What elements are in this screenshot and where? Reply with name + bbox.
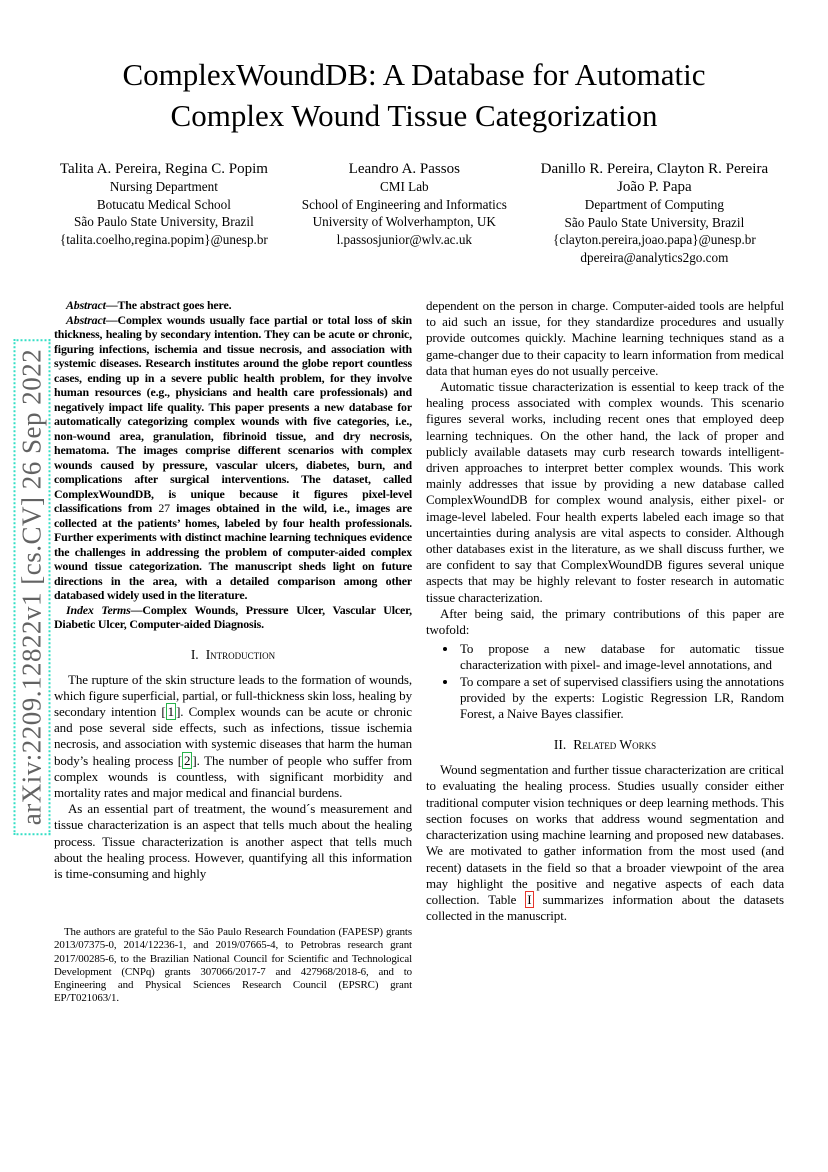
author-block-2 [302, 160, 507, 248]
section-heading-related-works: II. Related Works [553, 737, 657, 753]
author-names: João P. Papa [617, 179, 692, 195]
author-affiliation: São Paulo State University, Brazil [564, 214, 745, 230]
intro-paragraph-2-continued: dependent on the person in charge. Computer-aided tools are helpful to aid such an issue, for they standardize procedures and usually provide outcomes quickly. Machine learning techniques stand as a game-changer due to their capacity to learn information from medical data that human eyes do not usually perceive. [426, 298, 784, 378]
author-affiliation: Nursing Department [109, 179, 218, 194]
abstract-paragraph: Abstract—Complex wounds usually face partial or total loss of skin thickness, healing by secondary intention. They can be acute or chronic, figuring infections, ischemia and tissue necrosis, and association with systemic diseases. Research institutes around the globe report countless cases, ending up in a severe public health problem, for they involve human resources (e.g., physicians and health care professionals) and negatively impact life quality. This paper presents a new database for automatically categorizing complex wounds with five categories, i.e., non-wound area, granulation, fibrinoid tissue, and dry necrosis, hematoma. The images comprise different scenarios with complex wounds caused by pressure, vascular ulcers, diabetes, burn, and complications after surgical interventions. The dataset, called ComplexWoundDB, is unique because it figures pixel-level classifications from 27 images obtained in the wild, i.e., images are collected at the patients’ homes, labeled by four health professionals. Further experiments with distinct machine learning techniques evidence the challenges in addressing the problem of computer-aided complex wound tissue categorization. The manuscript sheds light on future directions in the area, with a detailed comparison among other databased widely used in the literature. [54, 312, 412, 602]
citation-link-2[interactable]: 2 [184, 752, 191, 768]
contributions-list [426, 641, 784, 722]
author-affiliation: CMI Lab [379, 179, 429, 194]
section-heading-introduction: I. Introduction [190, 646, 276, 662]
author-blocks [0, 160, 828, 266]
author-block-1 [60, 160, 268, 248]
author-affiliation: Department of Computing [584, 197, 724, 212]
table-1-reference-link[interactable]: I [527, 891, 532, 907]
author-names: Talita A. Pereira, Regina C. Popim [59, 161, 268, 177]
acknowledgment-footnote: The authors are grateful to the São Paulo Research Foundation (FAPESP) grants 2013/07375-0, 2014/12236-1, and 2019/07665-4, to Petrobras research grant 2017/00285-6, to the Brazilian National Council for Scientific and Technological Development (CNPq) grants 307066/2017-7 and 427968/2018-6, and to Engineering and Physical Sciences Research Council (EPSRC) grant EP/T021063/1. [54, 926, 412, 1005]
author-email: l.passosjunior@wlv.ac.uk [336, 231, 473, 247]
arxiv-watermark-link[interactable]: arXiv:2209.12822v1 [cs.CV] 26 Sep 2022 [14, 339, 51, 835]
author-affiliation: School of Engineering and Informatics [301, 196, 507, 212]
abstract-stub: Abstract—The abstract goes here. [66, 298, 232, 312]
intro-paragraph-2: As an essential part of treatment, the wound´s measurement and tissue characterization is an aspect that tells much about the healing process. Tissue characterization is another aspect that tells much about the healing process. However, quantifying all this information is time-consuming and highly [54, 801, 412, 881]
author-names: Danillo R. Pereira, Clayton R. Pereira [540, 161, 769, 177]
intro-paragraph-3: Automatic tissue characterization is essential to keep track of the healing process associated with complex wounds. This scenario figures several works, including recent ones that employed deep learning techniques. On the other hand, the lack of proper and publicly available datasets may curb research towards intelligent-driven approaches to interpret better complex wounds. This work mainly addresses that issue by providing a new database called ComplexWoundDB for complex wound analysis, either pixel- or image-level labeled. Four health experts labeled each image so that uncertainties during analysis are vital aspects to consider. Although other databases exist in the literature, as we shall discuss further, we are confident to say that ComplexWoundDB figures several unique aspects that may be highly relevant to foster research in automatic tissue characterization. [426, 379, 784, 605]
author-email: {clayton.pereira,joao.papa}@unesp.br [553, 232, 756, 247]
author-block-3 [541, 160, 768, 266]
author-affiliation: University of Wolverhampton, UK [312, 214, 496, 229]
contribution-item-1: • To propose a new database for automatic tissue characterization with pixel- and image-level annotations, and [458, 641, 784, 673]
index-terms: Index Terms—Complex Wounds, Pressure Ulcer, Vascular Ulcer, Diabetic Ulcer, Computer-aided Diagnosis. [54, 602, 413, 631]
author-email: {talita.coelho,regina.popim}@unesp.br [59, 231, 268, 247]
index-terms-label: Index Terms [66, 602, 131, 617]
paper-title [0, 54, 828, 136]
contribution-item-2: • To compare a set of supervised classifiers using the annotations provided by the experts: Logistic Regression LR, Random Forest, a Naive Bayes classifier. [458, 674, 784, 723]
paper-title-line2: Complex Wound Tissue Categorization [170, 98, 658, 133]
abstract-image-count: 27 [158, 501, 170, 515]
intro-paragraph-1: The rupture of the skin structure leads to the formation of wounds, which figure superficial, partial, or full-thickness skin loss, healing by secondary intention [ 1 ]. Complex wounds can be acute or chronic and pose several side effects, such as infections, tissue ischemia necrosis, and association with systemic diseases that harm the human body’s healing process [ 2 ]. The number of people who suffer from complex wounds is countless, with significant morbidity and mortality rates and major medical and financial burdens. [54, 671, 412, 800]
two-column-body [0, 298, 828, 1005]
right-column [426, 298, 784, 1005]
abstract-label: Abstract [66, 312, 106, 327]
author-email: dpereira@analytics2go.com [580, 249, 729, 265]
author-affiliation: São Paulo State University, Brazil [74, 214, 254, 229]
contributions-lead: After being said, the primary contributions of this paper are twofold: [426, 605, 784, 638]
related-works-paragraph-1: Wound segmentation and further tissue characterization are critical to evaluating the healing process. Studies usually consider either traditional computer vision techniques or deep learning methods. This section focuses on works that address wound segmentation and characterization using machine learning and proposed new databases. We are motivated to gather information from the most used (and recent) datasets in the field so that a broader viewpoint of the area may highlight the positive and negative aspects of each data collection. Table I summarizes information about the datasets collected in the manuscript. [426, 762, 784, 924]
left-column [54, 298, 412, 1005]
author-names: Leandro A. Passos [348, 161, 460, 177]
abstract-label: Abstract [66, 298, 106, 312]
author-affiliation: Botucatu Medical School [96, 196, 231, 212]
citation-link-1[interactable]: 1 [167, 703, 175, 719]
paper-title-line1: ComplexWoundDB: A Database for Automatic [122, 57, 706, 92]
